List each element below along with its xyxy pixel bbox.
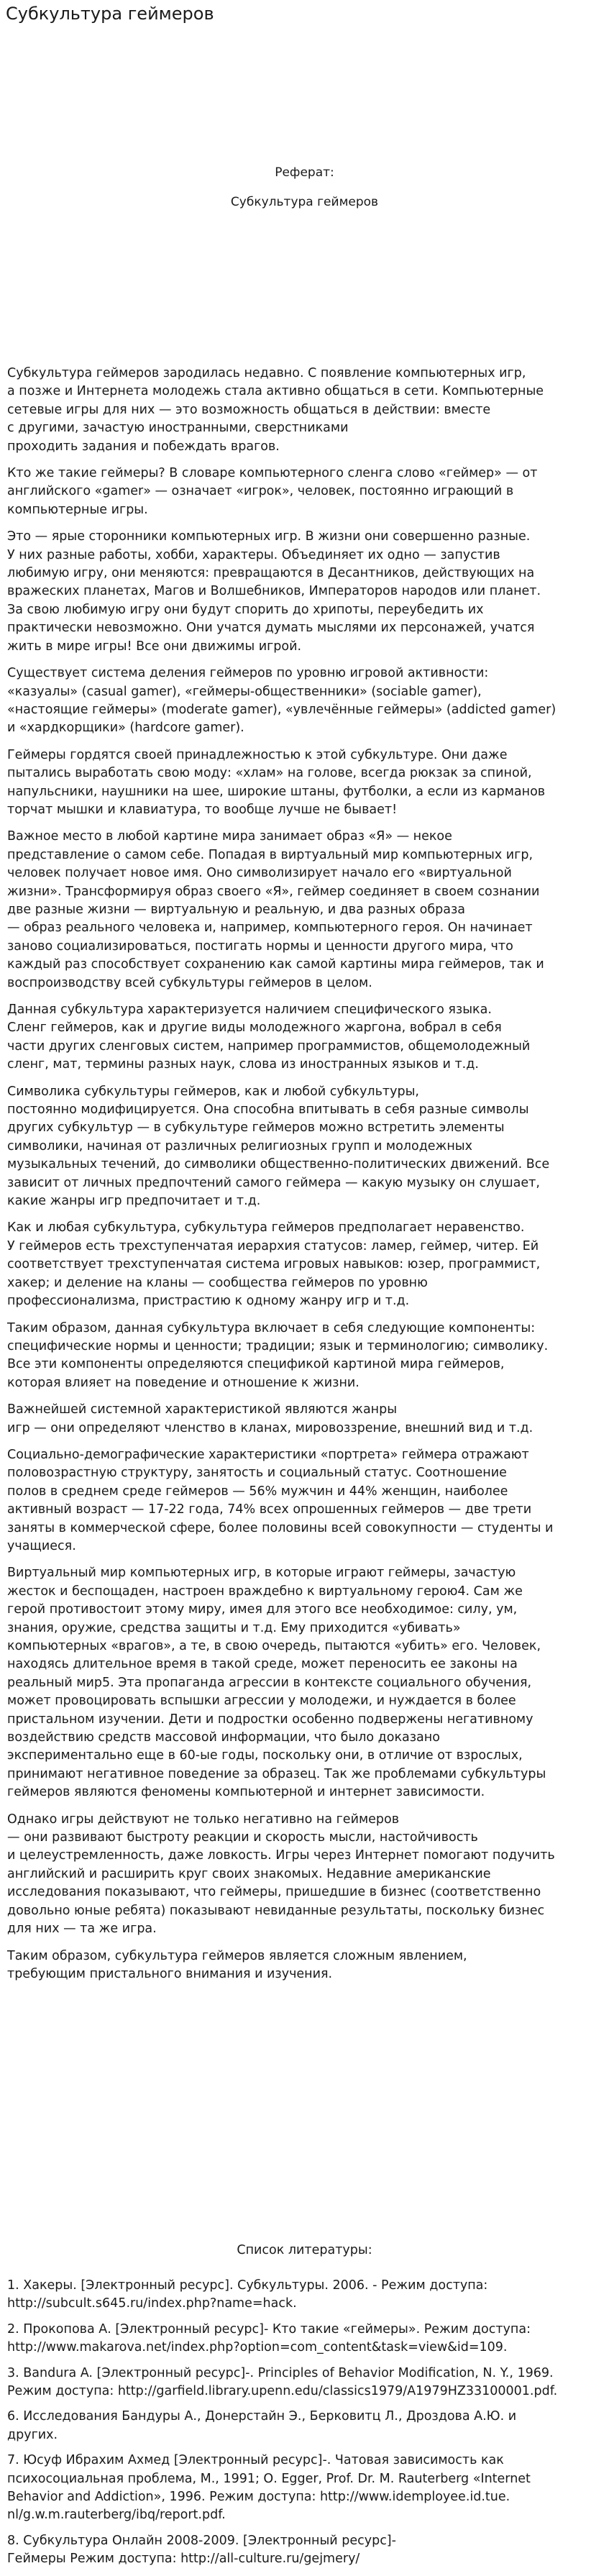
paragraph: Виртуальный мир компьютерных игр, в которые играют геймеры, зачастую жесток и беспощаден, настроен враждебно к виртуальному герою4. Сам же герой противостоит этому миру, имея для этого все необходимое: силу, ум, знания, оружие, средства защиты и т.д. Ему приходится «убивать» компьютерных «врагов», а те, в свою очередь, пытаются «убить» его. Человек, находясь длительное время в такой среде, может переносить ее законы на реальный мир5. Эта пропаганда агрессии в контексте социального обучения, может провоцировать вспышки агрессии у молодежи, и нуждается в более пристальном изучении. Дети и подростки особенно подвержены негативному воздействию средств массовой информации, что было доказано экспериментально еще в 60-ые годы, поскольку они, в отличие от взрослых, принимают негативное поведение за образец. Так же проблемами субкультуры геймеров являются феномены компьютерной и интернет зависимости.: [7, 1566, 546, 1800]
reference-item: 8. Субкультура Онлайн 2008-2009. [Электронный ресурс]- Геймеры Режим доступа: http://all-culture.ru/gejmery/: [7, 2533, 396, 2567]
paragraph: Таким образом, субкультура геймеров является сложным явлением, требующим пристального внимания и изучения.: [7, 1948, 467, 1981]
reference-item: 6. Исследования Бандуры А., Донерстайн Э., Берковитц Л., Дроздова А.Ю. и других.: [7, 2409, 517, 2442]
reference-item: 7. Юсуф Ибрахим Ахмед [Электронный ресурс]-. Чатовая зависимость как психосоциальная проблема, М., 1991; О. Egger, Prof. Dr. M. Rauterberg «Internet Behavior and Addiction», 1996. Режим доступа: http://www.idemployee.id.tue. nl/g.w.m.rauterberg/ibq/report.pdf.: [7, 2453, 531, 2523]
paragraph: Данная субкультура характеризуется наличием специфического языка. Сленг геймеров, как и другие виды молодежного жаргона, вобрал в себя части других сленговых систем, например программистов, общемолодежный сленг, мат, термины разных наук, слова из иностранных языков и т.д.: [7, 1002, 531, 1072]
cover-heading: Реферат:: [275, 165, 334, 180]
paragraph: Важнейшей системной характеристикой являются жанры игр — они определяют членство в кланах, мировоззрение, внешний вид и т.д.: [7, 1402, 534, 1435]
paragraph: Геймеры гордятся своей принадлежностью к этой субкультуре. Они даже пытались выработать свою моду: «хлам» на голове, всегда рюкзак за спиной, напульсники, наушники на шее, широкие штаны, футболки, а если из карманов торчат мышки и клавиатура, то вообще лучше не бывает!: [7, 747, 546, 817]
reference-item: 1. Хакеры. [Электронный ресурс]. Субкультуры. 2006. - Режим доступа: http://subcult.s645.ru/index.php?name=hack.: [7, 2278, 488, 2311]
paragraph: Кто же такие геймеры? В словаре компьютерного сленга слово «геймер» — от английского «gamer» — означает «игрок», человек, постоянно играющий в компьютерные игры.: [7, 466, 538, 517]
references-list: [7, 2277, 601, 2576]
paragraph: Важное место в любой картине мира занимает образ «Я» — некое представление о самом себе. Попадая в виртуальный мир компьютерных игр, человек получает новое имя. Оно символизирует начало его «виртуальной жизни». Трансформируя образ своего «Я», геймер соединяет в своем сознании две разные жизни — виртуальную и реальную, и два разных образа — образ реального человека и, например, компьютерного героя. Он начинает заново социализироваться, постигать нормы и ценности другого мира, что каждый раз способствует сохранению как самой картины мира геймеров, так и воспроизводству всей субкультуры геймеров в целом.: [7, 829, 544, 990]
reference-item: 3. Bandura A. [Электронный ресурс]-. Principles of Behavior Modification, N. Y., 1969. Режим доступа: http://garfield.library.upenn.edu/classics1979/A1979HZ33100001.pdf.: [7, 2365, 558, 2399]
paragraph: Как и любая субкультура, субкультура геймеров предполагает неравенство. У геймеров есть трехступенчатая иерархия статусов: ламер, геймер, читер. Ей соответствует трехступенчатая система игровых навыков: юзер, программист, хакер; и деление на кланы — сообщества геймеров по уровню профессионализма, пристрастию к одному жанру игр и т.д.: [7, 1220, 541, 1309]
document-title: Субкультура геймеров: [6, 4, 214, 24]
paragraph: Таким образом, данная субкультура включает в себя следующие компоненты: специфические нормы и ценности; традиции; язык и терминологию; символику. Все эти компоненты определяются спецификой картиной мира геймеров, которая влияет на поведение и отношение к жизни.: [7, 1320, 549, 1390]
paragraph: Существует система деления геймеров по уровню игровой активности: «казуалы» (casual gamer), «геймеры-общественники» (sociable gamer), «настоящие геймеры» (moderate gamer), «увлечённые геймеры» (addicted gamer) и «хардкорщики» (hardcore gamer).: [7, 666, 557, 736]
paragraph: Однако игры действуют не только негативно на геймеров — они развивают быстроту реакции и скорость мысли, настойчивость и целеустремленность, даже ловкость. Игры через Интернет помогают подучить английский и расширить круг своих знакомых. Недавние американские исследования показывают, что геймеры, пришедшие в бизнес (соответственно довольно юные ребята) показывают невиданные результаты, поскольку бизнес для них — та же игра.: [7, 1812, 555, 1937]
references-heading: Список литературы:: [237, 2243, 372, 2257]
cover-subtitle: Субкультура геймеров: [230, 195, 379, 209]
body-text: [7, 365, 601, 1992]
paragraph: Социально-демографические характеристики «портрета» геймера отражают половозрастную структуру, занятость и социальный статус. Соотношение полов в среднем среде геймеров — 56% мужчин и 44% женщин, наиболее активный возраст — 17-22 года, 74% всех опрошенных геймеров — две трети заняты в коммерческой сфере, более половины всей совокупности — студенты и учащиеся.: [7, 1447, 554, 1553]
paragraph: Символика субкультуры геймеров, как и любой субкультуры, постоянно модифицируется. Она способна впитывать в себя разные символы других субкультур — в субкультуре геймеров можно встретить элементы символики, начиная от различных религиозных групп и молодежных музыкальных течений, до символики общественно-политических движений. Все зависит от личных предпочтений самого геймера — какую музыку он слушает, какие жанры игр предпочитает и т.д.: [7, 1084, 550, 1209]
paragraph: Это — ярые сторонники компьютерных игр. В жизни они совершенно разные. У них разные работы, хобби, характеры. Объединяет их одно — запустив любимую игру, они меняются: превращаются в Десантников, действующих на вражеских планетах, Магов и Волшебников, Императоров народов или планет. За свою любимую игру они будут спорить до хрипоты, переубедить их практически невозможно. Они учатся думать мыслями их персонажей, учатся жить в мире игры! Все они движимы игрой.: [7, 529, 541, 654]
paragraph: Субкультура геймеров зародилась недавно. С появление компьютерных игр, а позже и Интернета молодежь стала активно общаться в сети. Компьютерные сетевые игры для них — это возможность общаться в действии: вместе с другими, зачастую иностранными, сверстниками проходить задания и побеждать врагов.: [7, 366, 544, 454]
reference-item: 2. Прокопова А. [Электронный ресурс]- Кто такие «геймеры». Режим доступа: http://www.makarova.net/index.php?option=com_content&task=view&id=109.: [7, 2321, 531, 2355]
